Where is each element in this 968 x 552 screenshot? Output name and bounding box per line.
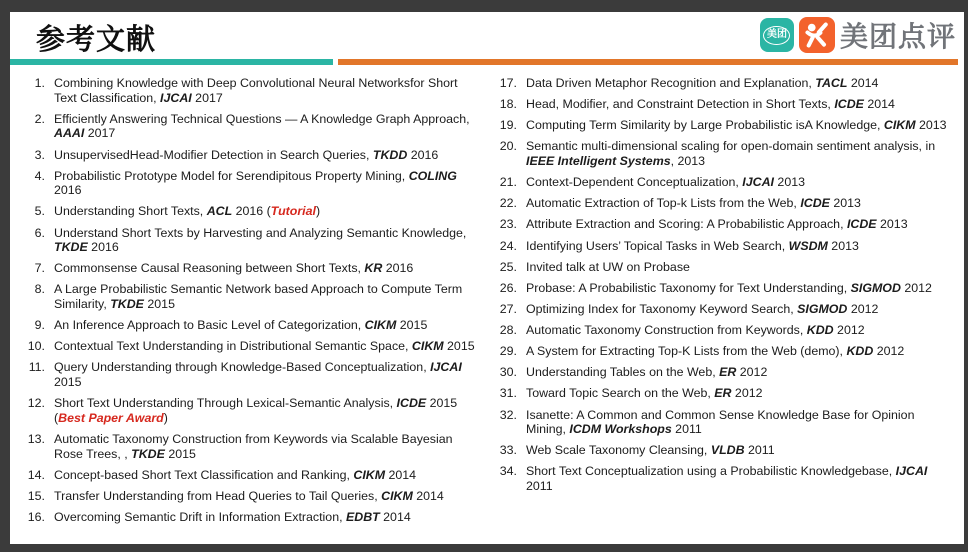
- reference-title-text: 2015: [164, 446, 196, 461]
- venue-name: WSDM: [788, 238, 828, 253]
- reference-text: [526, 175, 953, 190]
- reference-title-text: Semantic multi-dimensional scaling for open-domain sentiment analysis, in: [526, 139, 936, 154]
- reference-title-text: Computing Term Similarity by Large Probabilistic isA Knowledge,: [526, 118, 884, 133]
- reference-title-text: 2011: [526, 479, 553, 493]
- reference-item: [499, 386, 953, 401]
- reference-title-text: Optimizing Index for Taxonomy Keyword Search,: [526, 301, 798, 316]
- reference-title-text: Short Text Understanding Through Lexical-Semantic Analysis,: [54, 396, 397, 411]
- reference-item: [27, 76, 481, 105]
- venue-name: ICDE: [396, 396, 427, 411]
- reference-text: [526, 281, 953, 296]
- reference-text: [54, 76, 481, 105]
- venue-name: SIGMOD: [850, 280, 901, 295]
- reference-title-text: Efficiently Answering Technical Questions — A Knowledge Graph Approach,: [54, 111, 470, 126]
- reference-text: [54, 468, 481, 483]
- reference-text: [54, 360, 481, 389]
- reference-text: [526, 260, 953, 275]
- reference-item: [499, 260, 953, 275]
- reference-title-text: Head, Modifier, and Constraint Detection in Short Texts,: [526, 97, 835, 112]
- reference-text: [54, 489, 481, 504]
- venue-name: CIKM: [411, 339, 444, 354]
- reference-title-text: Contextual Text Understanding in Distributional Semantic Space,: [54, 339, 412, 354]
- title-divider-teal: [10, 59, 333, 65]
- reference-title-text: 2013: [827, 238, 859, 253]
- venue-name: CIKM: [883, 118, 916, 133]
- reference-title-text: 2016: [54, 183, 82, 198]
- reference-title-text: Probabilistic Prototype Model for Serendipitous Property Mining,: [54, 168, 409, 183]
- reference-number: 9.: [34, 318, 45, 333]
- reference-item: [499, 196, 953, 211]
- reference-item: [27, 468, 481, 483]
- venue-name: CIKM: [364, 318, 397, 333]
- venue-name: TKDE: [110, 297, 144, 311]
- reference-item: [27, 318, 481, 333]
- dianping-figure-icon: [803, 21, 831, 49]
- venue-name: COLING: [408, 168, 457, 183]
- reference-text: [526, 217, 953, 232]
- page-title: 参考文献: [36, 24, 157, 56]
- slide-canvas: [10, 12, 964, 544]
- references-column-left: [27, 76, 481, 531]
- reference-item: [27, 396, 481, 425]
- reference-title-text: Automatic Taxonomy Construction from Keywords via Scalable Bayesian Rose Trees, ,: [54, 431, 453, 461]
- highlight-note: Best Paper Award: [58, 410, 164, 425]
- reference-item: [27, 261, 481, 276]
- reference-title-text: 2016 (: [232, 204, 271, 219]
- reference-title-text: Overcoming Semantic Drift in Information Extraction,: [54, 509, 346, 524]
- reference-item: [27, 226, 481, 255]
- reference-item: [499, 323, 953, 338]
- reference-number: 4.: [34, 168, 45, 183]
- reference-title-text: 2017: [84, 126, 116, 141]
- reference-title-text: Automatic Taxonomy Construction from Keywords,: [526, 323, 807, 337]
- reference-number: 18.: [499, 97, 517, 112]
- reference-number: 11.: [28, 360, 45, 375]
- reference-item: [499, 344, 953, 359]
- reference-title-text: 2015: [143, 297, 175, 311]
- reference-text: [54, 396, 481, 425]
- reference-number: 19.: [499, 118, 517, 133]
- reference-item: [27, 339, 481, 354]
- venue-name: IJCAI: [160, 90, 192, 105]
- reference-title-text: Isanette: A Common and Common Sense Knowledge Base for Opinion Mining,: [526, 407, 915, 437]
- reference-number: 20.: [499, 139, 517, 154]
- venue-name: AAAI: [54, 126, 85, 141]
- reference-title-text: Combining Knowledge with Deep Convolutional Neural Networksfor Short Text Classification,: [54, 76, 458, 105]
- reference-text: [526, 443, 953, 458]
- venue-name: KDD: [806, 323, 834, 337]
- reference-text: [526, 239, 953, 254]
- reference-title-text: 2013: [915, 118, 947, 133]
- reference-number: 31.: [499, 386, 517, 401]
- reference-title-text: 2015: [396, 318, 428, 333]
- reference-title-text: Probase: A Probabilistic Taxonomy for Text Understanding,: [526, 280, 851, 295]
- reference-title-text: 2016: [382, 261, 414, 276]
- reference-title-text: Understanding Tables on the Web,: [526, 365, 720, 380]
- reference-item: [27, 169, 481, 198]
- reference-number: 21.: [499, 175, 517, 190]
- reference-title-text: Context-Dependent Conceptualization,: [526, 175, 743, 190]
- reference-text: [526, 408, 953, 437]
- reference-title-text: 2013: [829, 196, 861, 211]
- reference-title-text: 2015: [443, 339, 475, 354]
- reference-item: [27, 282, 481, 311]
- reference-text: [526, 464, 953, 493]
- reference-title-text: Commonsense Causal Reasoning between Short Texts,: [54, 261, 365, 276]
- venue-name: TKDD: [372, 147, 408, 162]
- reference-title-text: Short Text Conceptualization using a Probabilistic Knowledgebase,: [526, 464, 896, 479]
- reference-item: [27, 489, 481, 504]
- reference-item: [499, 365, 953, 380]
- reference-item: [499, 302, 953, 317]
- reference-text: [54, 112, 481, 141]
- reference-title-text: 2014: [385, 467, 417, 482]
- reference-number: 28.: [499, 323, 517, 337]
- reference-item: [499, 175, 953, 190]
- reference-item: [499, 217, 953, 232]
- reference-item: [27, 510, 481, 525]
- reference-title-text: 2013: [773, 175, 805, 190]
- reference-number: 6.: [34, 225, 45, 240]
- venue-name: ICDE: [834, 97, 864, 112]
- venue-name: IJCAI: [895, 464, 928, 479]
- reference-item: [27, 148, 481, 163]
- reference-number: 3.: [34, 147, 45, 162]
- venue-name: ACL: [206, 204, 233, 219]
- reference-number: 32.: [499, 407, 517, 422]
- reference-number: 17.: [499, 76, 517, 90]
- reference-number: 5.: [34, 204, 45, 219]
- reference-text: [54, 432, 481, 461]
- reference-text: [54, 282, 481, 311]
- reference-number: 16.: [27, 509, 45, 524]
- venue-name: ICDE: [800, 196, 830, 211]
- reference-title-text: Query Understanding through Knowledge-Based Conceptualization,: [54, 360, 431, 375]
- reference-title-text: 2017: [191, 90, 223, 105]
- reference-title-text: ): [315, 204, 321, 219]
- reference-text: [526, 344, 953, 359]
- reference-title-text: Web Scale Taxonomy Cleansing,: [526, 443, 711, 458]
- reference-item: [499, 443, 953, 458]
- reference-text: [526, 196, 953, 211]
- venue-name: TKDE: [131, 446, 165, 461]
- reference-text: [54, 318, 481, 333]
- reference-text: [526, 365, 953, 380]
- venue-name: IEEE Intelligent Systems: [526, 154, 671, 168]
- dianping-person-icon: [799, 17, 835, 53]
- reference-item: [27, 204, 481, 219]
- venue-name: IJCAI: [742, 175, 774, 190]
- brand-name-text: 美团点评: [839, 21, 956, 52]
- reference-title-text: 2014: [379, 509, 411, 524]
- reference-text: [54, 204, 481, 219]
- highlight-note: Tutorial: [270, 204, 316, 219]
- reference-item: [27, 360, 481, 389]
- reference-title-text: 2014: [847, 76, 879, 90]
- reference-number: 23.: [499, 217, 517, 232]
- venue-name: ER: [719, 365, 737, 380]
- reference-title-text: Understanding Short Texts,: [54, 204, 207, 219]
- reference-number: 22.: [499, 196, 517, 211]
- reference-title-text: Attribute Extraction and Scoring: A Probabilistic Approach,: [526, 217, 847, 232]
- venue-name: TKDE: [54, 240, 88, 255]
- reference-number: 27.: [499, 301, 517, 316]
- reference-text: [526, 386, 953, 401]
- reference-number: 29.: [499, 344, 517, 359]
- meituan-app-icon: [760, 18, 794, 52]
- venue-name: EDBT: [345, 509, 380, 524]
- reference-title-text: Concept-based Short Text Classification and Ranking,: [54, 467, 354, 482]
- venue-name: SIGMOD: [797, 301, 848, 316]
- reference-number: 8.: [34, 282, 45, 297]
- reference-number: 15.: [27, 488, 45, 503]
- reference-title-text: ): [163, 410, 168, 425]
- reference-text: [526, 97, 953, 112]
- reference-title-text: Automatic Extraction of Top-k Lists from the Web,: [526, 196, 801, 211]
- reference-text: [54, 339, 481, 354]
- reference-item: [499, 464, 953, 493]
- reference-item: [27, 432, 481, 461]
- reference-text: [54, 226, 481, 255]
- venue-name: IJCAI: [430, 360, 462, 375]
- reference-title-text: 2012: [847, 301, 879, 316]
- reference-title-text: 2012: [833, 323, 865, 337]
- venue-name: VLDB: [710, 443, 745, 458]
- reference-title-text: 2011: [744, 443, 775, 458]
- reference-text: [54, 148, 481, 163]
- reference-number: 26.: [499, 280, 517, 295]
- title-divider-orange: [338, 59, 958, 65]
- reference-title-text: Understand Short Texts by Harvesting and Analyzing Semantic Knowledge,: [54, 225, 467, 240]
- reference-title-text: 2013: [876, 217, 908, 232]
- reference-title-text: 2012: [736, 365, 768, 380]
- venue-name: CIKM: [353, 467, 386, 482]
- reference-text: [526, 302, 953, 317]
- venue-name: CIKM: [381, 488, 413, 503]
- reference-title-text: 2016: [407, 147, 439, 162]
- reference-item: [499, 97, 953, 112]
- reference-title-text: 2011: [671, 422, 702, 437]
- reference-title-text: Data Driven Metaphor Recognition and Explanation,: [526, 76, 816, 90]
- reference-title-text: 2012: [900, 280, 932, 295]
- reference-number: 10.: [27, 339, 45, 354]
- reference-title-text: 2014: [412, 488, 444, 503]
- venue-name: ICDM Workshops: [569, 422, 672, 437]
- reference-title-text: Transfer Understanding from Head Queries to Tail Queries,: [54, 488, 382, 503]
- reference-number: 2.: [34, 111, 45, 126]
- venue-name: KR: [364, 261, 383, 276]
- venue-name: ER: [714, 386, 732, 401]
- reference-title-text: 2015 (: [54, 396, 458, 425]
- venue-name: KDD: [846, 344, 874, 359]
- reference-title-text: UnsupervisedHead-Modifier Detection in Search Queries,: [54, 147, 373, 162]
- reference-title-text: 2012: [731, 386, 763, 401]
- reference-text: [54, 510, 481, 525]
- reference-number: 24.: [499, 238, 517, 253]
- reference-number: 34.: [499, 464, 517, 479]
- reference-number: 7.: [34, 261, 45, 276]
- reference-title-text: 2012: [873, 344, 905, 359]
- reference-item: [499, 408, 953, 437]
- reference-text: [54, 169, 481, 198]
- reference-title-text: Identifying Users’ Topical Tasks in Web Search,: [526, 238, 789, 253]
- reference-item: [499, 281, 953, 296]
- reference-text: [526, 118, 953, 133]
- reference-number: 12.: [27, 396, 45, 411]
- reference-item: [499, 139, 953, 168]
- venue-name: TACL: [815, 76, 848, 90]
- reference-title-text: An Inference Approach to Basic Level of Categorization,: [54, 318, 365, 333]
- reference-title-text: Invited talk at UW on Probase: [526, 259, 690, 274]
- reference-number: 25.: [499, 259, 517, 274]
- reference-number: 1.: [34, 76, 45, 90]
- reference-text: [526, 139, 953, 168]
- reference-item: [499, 76, 953, 91]
- reference-item: [499, 239, 953, 254]
- meituan-badge-text: 美团: [763, 26, 790, 45]
- reference-text: [54, 261, 481, 276]
- reference-title-text: A System for Extracting Top-K Lists from the Web (demo),: [526, 344, 847, 359]
- reference-number: 30.: [499, 365, 517, 380]
- references-column-right: [499, 76, 953, 531]
- reference-title-text: 2015: [54, 375, 82, 389]
- reference-title-text: 2014: [863, 97, 895, 112]
- reference-number: 33.: [499, 443, 517, 458]
- reference-text: [526, 323, 953, 338]
- reference-title-text: , 2013: [670, 154, 706, 168]
- reference-number: 13.: [27, 431, 45, 446]
- reference-item: [499, 118, 953, 133]
- reference-number: 14.: [27, 467, 45, 482]
- reference-text: [526, 76, 953, 91]
- reference-title-text: A Large Probabilistic Semantic Network based Approach to Compute Term Similarity,: [54, 282, 463, 311]
- brand-logo-group: [760, 15, 956, 55]
- venue-name: ICDE: [846, 217, 877, 232]
- reference-title-text: Toward Topic Search on the Web,: [526, 386, 715, 401]
- reference-item: [27, 112, 481, 141]
- references-list: [27, 76, 953, 531]
- reference-title-text: 2016: [87, 240, 119, 255]
